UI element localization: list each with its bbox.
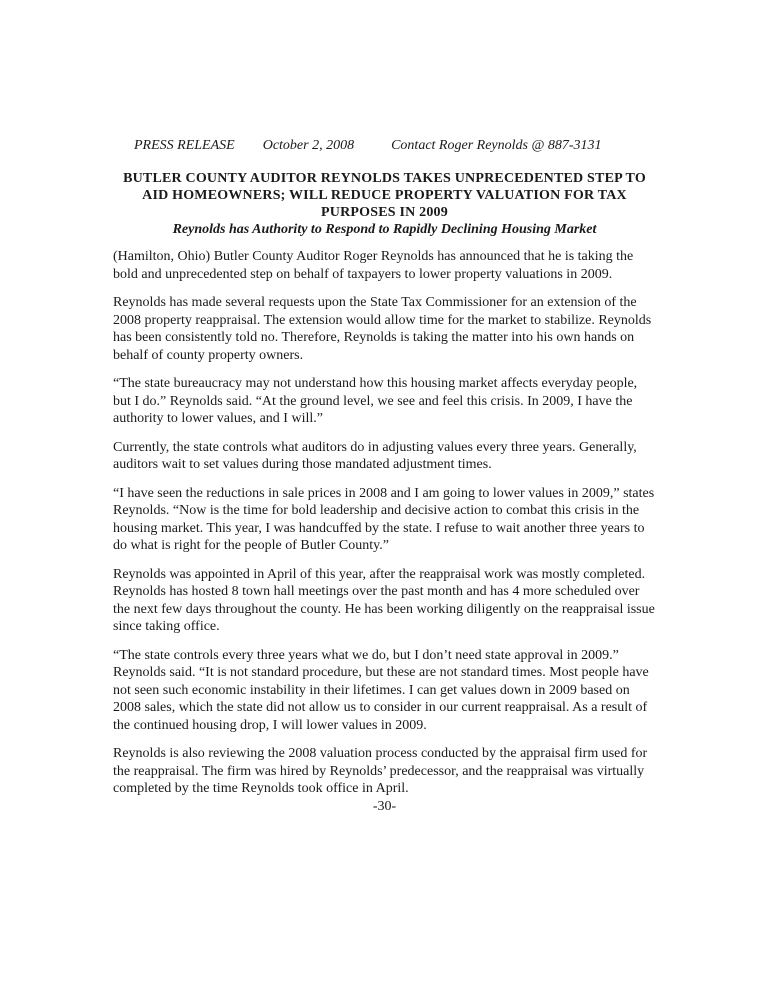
release-header bbox=[134, 137, 656, 155]
headline: BUTLER COUNTY AUDITOR REYNOLDS TAKES UNPRECEDENTED STEP TO AID HOMEOWNERS; WILL REDUCE PROPERTY VALUATION FOR TAX PURPOSES IN 2009 bbox=[123, 171, 646, 220]
paragraph-5: “I have seen the reductions in sale prices in 2008 and I am going to lower values in 2009,” states Reynolds. “Now is the time for bold leadership and decisive action to combat this crisis in the housing market. This year, I was handcuffed by the state. I refuse to wait another three years to do what is right for the people of Butler County.” bbox=[113, 485, 655, 553]
paragraph-4: Currently, the state controls what auditors do in adjusting values every three years. Generally, auditors wait to set values during those mandated adjustment times. bbox=[113, 439, 637, 472]
paragraph-7: “The state controls every three years what we do, but I don’t need state approval in 2009.” Reynolds said. “It is not standard procedure, but these are not standard times. Most people have not seen such economic instability in their lifetimes. I can get values down in 2009 based on 2008 sales, which the state did not allow us to consider in our current reappraisal. As a result of the continued housing drop, I will lower values in 2009. bbox=[113, 647, 649, 733]
subheadline: Reynolds has Authority to Respond to Rapidly Declining Housing Market bbox=[172, 222, 597, 237]
release-contact: Contact Roger Reynolds @ 887-3131 bbox=[391, 138, 602, 153]
press-release-page bbox=[113, 137, 656, 815]
paragraph-3: “The state bureaucracy may not understand how this housing market affects everyday people, but I do.” Reynolds said. “At the ground level, we see and feel this crisis. In 2009, I have the authority to lower values, and I will.” bbox=[113, 376, 638, 426]
release-date: October 2, 2008 bbox=[262, 138, 355, 153]
release-label: PRESS RELEASE bbox=[134, 138, 235, 153]
paragraph-1: (Hamilton, Ohio) Butler County Auditor Roger Reynolds has announced that he is taking the bold and unprecedented step on behalf of taxpayers to lower property valuations in 2009. bbox=[113, 249, 634, 282]
paragraph-8: Reynolds is also reviewing the 2008 valuation process conducted by the appraisal firm used for the reappraisal. The firm was hired by Reynolds’ predecessor, and the reappraisal was virtually completed by the time Reynolds took office in April. bbox=[113, 746, 648, 796]
paragraph-2: Reynolds has made several requests upon the State Tax Commissioner for an extension of the 2008 property reappraisal. The extension would allow time for the market to stabilize. Reynolds has been consistently told no. Therefore, Reynolds is taking the matter into his own hands on behalf of county property owners. bbox=[113, 295, 652, 363]
end-mark: -30- bbox=[372, 798, 397, 814]
paragraph-6: Reynolds was appointed in April of this year, after the reappraisal work was mostly completed. Reynolds has hosted 8 town hall meetings over the past month and has 4 more scheduled over the next few days throughout the county. He has been working diligently on the reappraisal issue since taking office. bbox=[113, 566, 655, 634]
